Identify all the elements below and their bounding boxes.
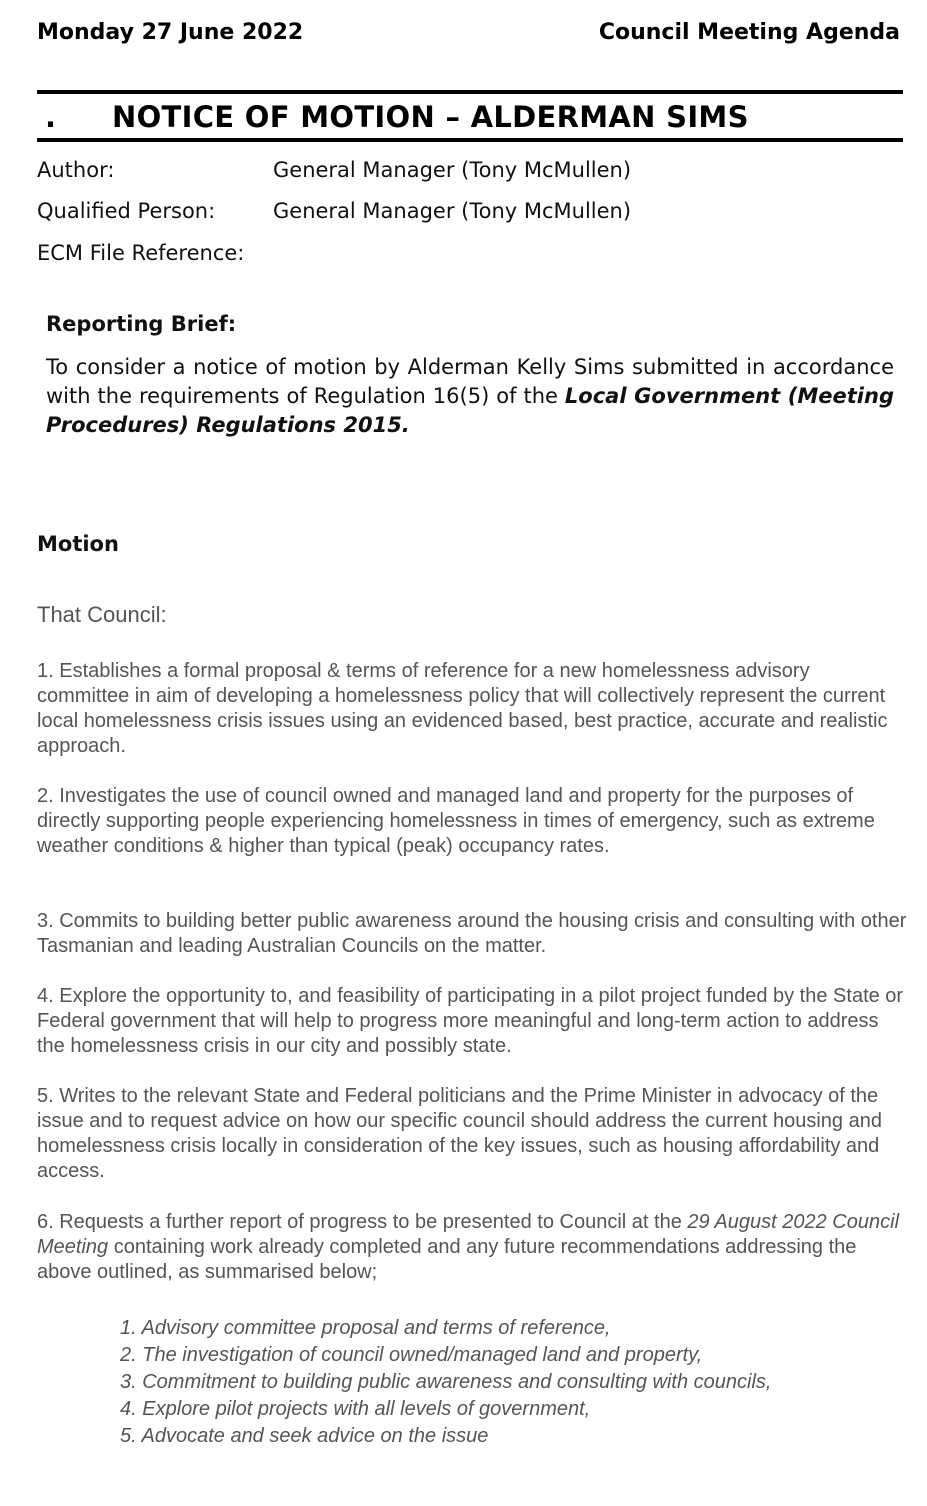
reporting-brief-text <box>46 353 894 440</box>
qualified-value: General Manager (Tony McMullen) <box>273 199 632 223</box>
author-value: General Manager (Tony McMullen) <box>273 158 632 182</box>
ecm-label: ECM File Reference: <box>37 241 245 265</box>
summary-item: 2. The investigation of council owned/managed land and property, <box>120 1344 703 1366</box>
header-date: Monday 27 June 2022 <box>37 20 304 45</box>
motion-item-6-post: containing work already completed and any future recommendations addressing the above outlined, as summarised below; <box>37 1236 857 1283</box>
summary-item: 1. Advisory committee proposal and terms of reference, <box>120 1317 611 1339</box>
motion-item-1: 1. Establishes a formal proposal & terms of reference for a new homelessness advisory committee in aim of developing a homelessness policy that will collectively represent the current local homelessness crisis issues using an evidenced based, best practice, accurate and realistic approach. <box>37 660 888 757</box>
motion-item-6 <box>37 1210 907 1285</box>
author-label: Author: <box>37 158 115 182</box>
motion-item-5: 5. Writes to the relevant State and Federal politicians and the Prime Minister in advocacy of the issue and to request advice on how our specific council should address the current housing and homelessness crisis locally in consideration of the key issues, such as housing affordability and access. <box>37 1085 882 1182</box>
summary-item: 5. Advocate and seek advice on the issue <box>120 1425 489 1447</box>
summary-list <box>120 1315 771 1450</box>
motion-lead: That Council: <box>37 602 167 627</box>
motion-item-6-pre: 6. Requests a further report of progress to be presented to Council at the <box>37 1211 688 1233</box>
reporting-brief-heading: Reporting Brief: <box>46 312 237 336</box>
reporting-brief-body: To consider a notice of motion by Alderman Kelly Sims submitted in accordance with the requirements of Regulation 16(5) of the <box>46 355 894 408</box>
motion-item-2: 2. Investigates the use of council owned and managed land and property for the purposes of directly supporting people experiencing homelessness in times of emergency, such as extreme weather conditions & higher than typical (peak) occupancy rates. <box>37 785 875 857</box>
item-number: . <box>45 100 57 134</box>
item-title-text: NOTICE OF MOTION – ALDERMAN SIMS <box>112 100 749 134</box>
motion-heading: Motion <box>37 532 119 556</box>
item-title <box>45 100 749 134</box>
summary-item: 3. Commitment to building public awareness and consulting with councils, <box>120 1371 772 1393</box>
title-bottom-rule <box>37 138 903 142</box>
motion-item-3: 3. Commits to building better public awareness around the housing crisis and consulting with other Tasmanian and leading Australian Councils on the matter. <box>37 910 907 957</box>
qualified-label: Qualified Person: <box>37 199 216 223</box>
header-doc-title: Council Meeting Agenda <box>598 20 900 45</box>
summary-item: 4. Explore pilot projects with all levels of government, <box>120 1398 591 1420</box>
motion-item-4: 4. Explore the opportunity to, and feasibility of participating in a pilot project funded by the State or Federal government that will help to progress more meaningful and long-term action to address the homelessness crisis in our city and possibly state. <box>37 985 904 1057</box>
motion-item-6-meeting: 29 August 2022 Council Meeting <box>37 1211 900 1258</box>
title-top-rule <box>37 90 903 94</box>
reporting-brief-regulation: Local Government (Meeting Procedures) Regulations 2015. <box>46 384 894 437</box>
